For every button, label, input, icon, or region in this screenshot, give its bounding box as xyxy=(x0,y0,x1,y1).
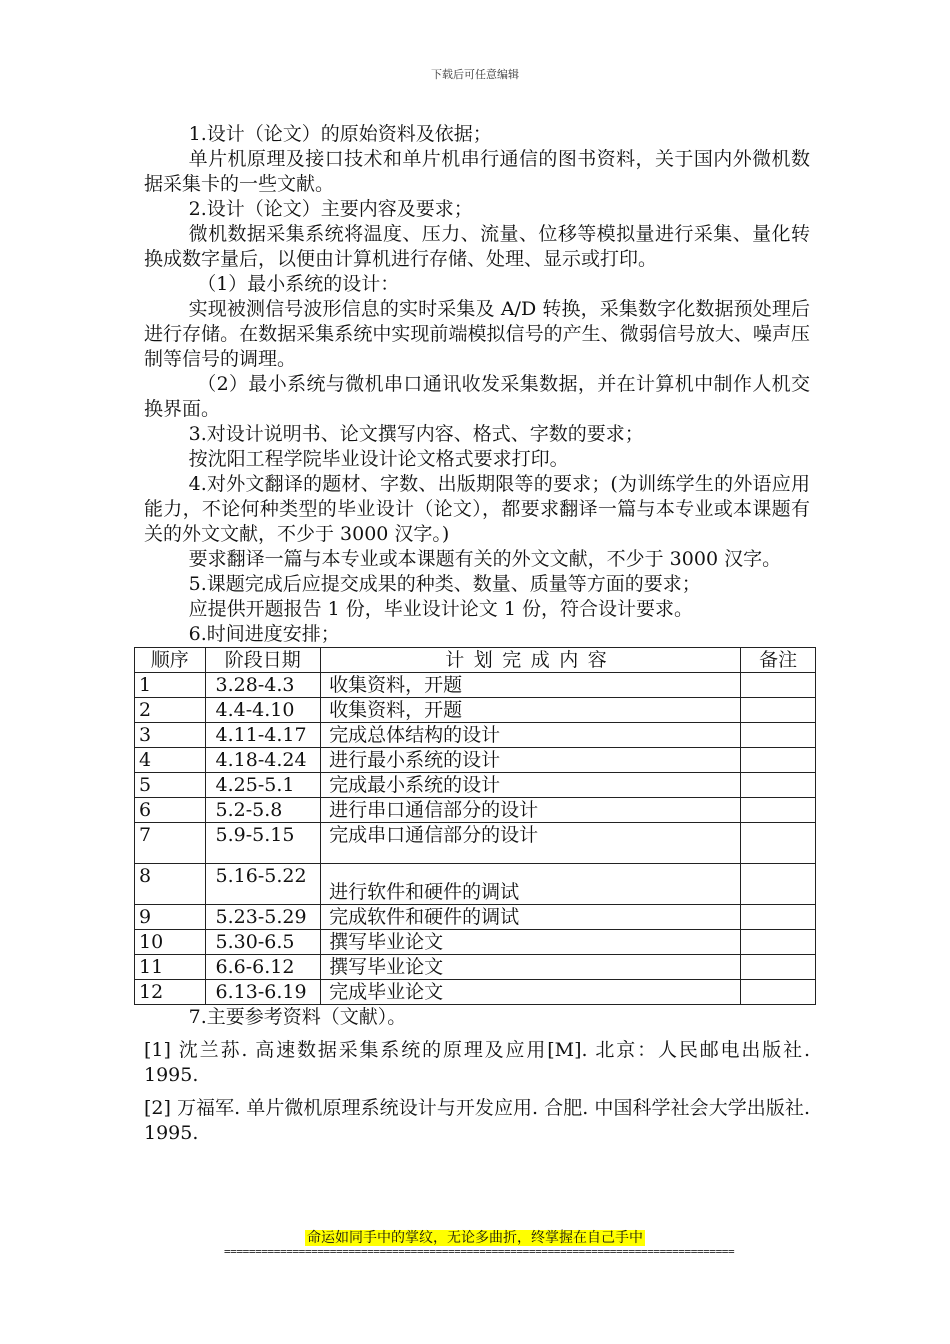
row-number: 5 xyxy=(135,773,206,798)
row-date: 5.30-6.5 xyxy=(205,930,321,955)
section-3-title: 3.对设计说明书、论文撰写内容、格式、字数的要求； xyxy=(188,423,644,445)
table-row xyxy=(135,748,816,773)
row-number: 12 xyxy=(135,980,206,1005)
reference-item: [1] 沈兰荪. 高速数据采集系统的原理及应用[M]. 北京：人民邮电出版社. 1995. xyxy=(144,1039,810,1086)
row-task: 完成串口通信部分的设计 xyxy=(321,823,741,864)
row-task: 收集资料，开题 xyxy=(321,673,741,698)
table-row xyxy=(135,864,816,905)
row-number: 11 xyxy=(135,955,206,980)
table-row xyxy=(135,905,816,930)
section-2-sub1-title: （1）最小系统的设计： xyxy=(197,273,400,295)
row-note xyxy=(741,823,816,864)
row-date: 4.11-4.17 xyxy=(205,723,321,748)
row-date: 3.28-4.3 xyxy=(205,673,321,698)
reference-item: [2] 万福军. 单片微机原理系统设计与开发应用. 合肥. 中国科学社会大学出版社. 1995. xyxy=(144,1097,810,1144)
row-task: 收集资料，开题 xyxy=(321,698,741,723)
row-note xyxy=(741,698,816,723)
header-date: 阶段日期 xyxy=(205,648,321,673)
row-note xyxy=(741,798,816,823)
row-note xyxy=(741,955,816,980)
row-date: 5.2-5.8 xyxy=(205,798,321,823)
section-2-sub1-body: 实现被测信号波形信息的实时采集及 A/D 转换，采集数字化数据预处理后进行存储。在数据采集系统中实现前端模拟信号的产生、微弱信号放大、噪声压制等信号的调理。 xyxy=(144,298,810,370)
section-5-title: 5.课题完成后应提交成果的种类、数量、质量等方面的要求； xyxy=(188,573,701,595)
row-number: 9 xyxy=(135,905,206,930)
row-task: 完成最小系统的设计 xyxy=(321,773,741,798)
section-2-title: 2.设计（论文）主要内容及要求； xyxy=(188,198,473,220)
row-number: 10 xyxy=(135,930,206,955)
table-row xyxy=(135,955,816,980)
row-task: 撰写毕业论文 xyxy=(321,955,741,980)
row-note xyxy=(741,930,816,955)
footer-motto: 命运如同手中的掌纹，无论多曲折，终掌握在自己手中 xyxy=(307,1230,643,1246)
row-task: 完成软件和硬件的调试 xyxy=(321,905,741,930)
row-date: 4.18-4.24 xyxy=(205,748,321,773)
row-task: 进行最小系统的设计 xyxy=(321,748,741,773)
row-task: 进行串口通信部分的设计 xyxy=(321,798,741,823)
section-6-title: 6.时间进度安排； xyxy=(188,623,340,645)
schedule-table xyxy=(134,647,816,1005)
section-4-title: 4.对外文翻译的题材、字数、出版期限等的要求；(为训练学生的外语应用能力，不论何种类型的毕业设计（论文），都要求翻译一篇与本专业或本课题有关的外文文献，不少于 3000 汉字。) xyxy=(144,473,810,545)
row-date: 5.16-5.22 xyxy=(205,864,321,905)
row-note xyxy=(741,748,816,773)
document-body xyxy=(139,122,810,1146)
row-note xyxy=(741,723,816,748)
section-7-title: 7.主要参考资料（文献）。 xyxy=(188,1006,407,1028)
header-order: 顺序 xyxy=(135,648,206,673)
row-date: 6.6-6.12 xyxy=(205,955,321,980)
header-note: 备注 xyxy=(741,648,816,673)
section-4-body: 要求翻译一篇与本专业或本课题有关的外文文献，不少于 3000 汉字。 xyxy=(188,548,782,570)
table-row xyxy=(135,698,816,723)
row-date: 5.23-5.29 xyxy=(205,905,321,930)
section-1-body: 单片机原理及接口技术和单片机串行通信的图书资料，关于国内外微机数据采集卡的一些文献。 xyxy=(144,148,810,195)
section-3-body: 按沈阳工程学院毕业设计论文格式要求打印。 xyxy=(188,448,569,470)
table-row xyxy=(135,980,816,1005)
row-note xyxy=(741,905,816,930)
section-5-body: 应提供开题报告 1 份，毕业设计论文 1 份，符合设计要求。 xyxy=(188,598,693,620)
footer-divider: ================================================================================== xyxy=(224,1245,735,1258)
row-number: 2 xyxy=(135,698,206,723)
table-row xyxy=(135,673,816,698)
reference-list xyxy=(144,1038,810,1146)
row-task: 进行软件和硬件的调试 xyxy=(321,864,741,905)
section-1-title: 1.设计（论文）的原始资料及依据； xyxy=(188,123,492,145)
row-number: 3 xyxy=(135,723,206,748)
row-date: 6.13-6.19 xyxy=(205,980,321,1005)
row-task: 撰写毕业论文 xyxy=(321,930,741,955)
row-number: 6 xyxy=(135,798,206,823)
row-number: 1 xyxy=(135,673,206,698)
table-row xyxy=(135,823,816,864)
section-2-sub2: （2）最小系统与微机串口通讯收发采集数据，并在计算机中制作人机交换界面。 xyxy=(144,373,810,420)
table-row xyxy=(135,930,816,955)
row-note xyxy=(741,673,816,698)
row-date: 5.9-5.15 xyxy=(205,823,321,864)
section-2-body: 微机数据采集系统将温度、压力、流量、位移等模拟量进行采集、量化转换成数字量后，以便由计算机进行存储、处理、显示或打印。 xyxy=(144,223,810,270)
footer xyxy=(0,1227,950,1247)
schedule-header-row xyxy=(135,648,816,673)
row-number: 7 xyxy=(135,823,206,864)
table-row xyxy=(135,773,816,798)
row-number: 4 xyxy=(135,748,206,773)
row-date: 4.25-5.1 xyxy=(205,773,321,798)
page-header: 下载后可任意编辑 xyxy=(431,68,519,81)
row-number: 8 xyxy=(135,864,206,905)
row-date: 4.4-4.10 xyxy=(205,698,321,723)
row-task: 完成毕业论文 xyxy=(321,980,741,1005)
row-task: 完成总体结构的设计 xyxy=(321,723,741,748)
table-row xyxy=(135,723,816,748)
row-note xyxy=(741,864,816,905)
table-row xyxy=(135,798,816,823)
header-plan: 计划完成内容 xyxy=(321,648,741,673)
row-note xyxy=(741,980,816,1005)
row-note xyxy=(741,773,816,798)
